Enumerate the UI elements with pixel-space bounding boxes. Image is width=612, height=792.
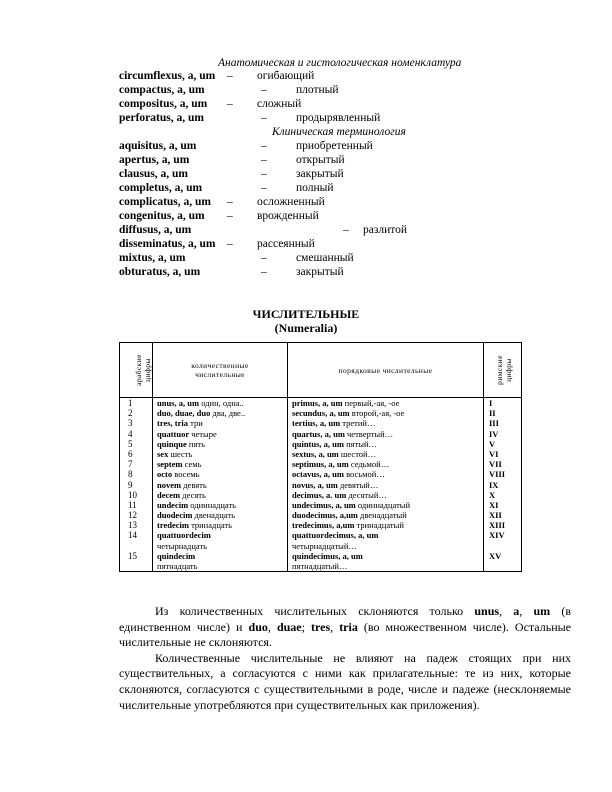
clinical-term-row <box>119 154 539 168</box>
ordinal-cell <box>288 551 483 561</box>
arabic-cell: 10 <box>128 489 137 500</box>
cardinal-cell <box>153 459 287 469</box>
roman-cell: IX <box>489 479 499 490</box>
translation-text: разлитой <box>363 224 408 236</box>
translation-text: полный <box>296 182 334 194</box>
arabic-cell: 9 <box>128 479 133 490</box>
term-dash: – <box>227 98 233 110</box>
term-dash: – <box>261 112 267 124</box>
term-dash: – <box>227 70 233 82</box>
ordinal-latin: quintus, a, um <box>292 438 344 449</box>
cardinal-latin: unus, a, um <box>157 398 200 408</box>
header-cardinal-label: количественные числительные <box>191 361 249 379</box>
latin-term: congenitus, a, um <box>119 210 205 222</box>
text-run: , <box>519 604 534 618</box>
translation-text: огибающий <box>257 70 315 82</box>
translation-text: закрытый <box>296 168 344 180</box>
term-dash: – <box>343 224 349 236</box>
text-run: Из количественных числительных склоняются только <box>155 604 475 618</box>
term-dash: – <box>261 168 267 180</box>
bold-word: tres <box>311 619 331 634</box>
latin-term: apertus, a, um <box>119 154 190 166</box>
cardinal-russian: три <box>188 418 203 429</box>
ordinal-russian: третий… <box>340 418 376 429</box>
ordinal-russian: десятый… <box>346 489 387 500</box>
text-run: , <box>267 619 277 634</box>
ordinal-latin: quindecimus, a, um <box>292 550 363 561</box>
latin-term: perforatus, a, um <box>119 112 204 124</box>
ordinal-cell <box>288 480 483 490</box>
ordinal-cell <box>288 439 483 449</box>
term-translation <box>227 196 325 208</box>
term-translation <box>261 266 344 278</box>
section-title-anatomical: Анатомическая и гистологическая номенклатура <box>218 57 462 69</box>
ordinal-cell <box>288 469 483 479</box>
ordinal-cell <box>288 510 483 520</box>
bold-word: um <box>533 604 551 618</box>
ordinal-russian: двенадцатый <box>357 510 407 521</box>
cardinal-russian: семь <box>182 459 202 470</box>
latin-term: mixtus, a, um <box>119 252 186 264</box>
translation-text: рассеянный <box>257 238 315 250</box>
ordinal-cell <box>288 459 483 469</box>
ordinal-latin: duodecimus, a,um <box>292 510 358 521</box>
header-ordinal <box>288 343 484 398</box>
arabic-cell: 3 <box>128 418 133 429</box>
clinical-term-row <box>119 266 539 280</box>
term-list-clinical <box>119 140 539 280</box>
arabic-cell: 2 <box>128 408 133 419</box>
ordinal-russian: второй,-ая, -ое <box>349 408 405 419</box>
translation-text: сложный <box>257 98 302 110</box>
term-translation <box>227 98 301 110</box>
translation-text: смешанный <box>296 252 354 264</box>
bold-word: duo <box>248 619 268 634</box>
ordinal-cell <box>288 490 483 500</box>
ordinal-latin: undecimus, a, um <box>292 499 356 510</box>
latin-term: obturatus, a, um <box>119 266 201 278</box>
ordinal-cell <box>288 398 483 408</box>
ordinal-latin: novus, a, um <box>292 479 338 490</box>
cardinal-cell <box>153 490 287 500</box>
ordinal-cell <box>288 408 483 418</box>
ordinal-russian: пятый… <box>343 438 378 449</box>
header-cardinal <box>153 343 288 398</box>
ordinal-latin: octavus, a, um <box>292 469 344 480</box>
translation-text: приобретенный <box>296 140 373 152</box>
cardinal-cell <box>153 530 287 540</box>
term-translation <box>261 84 339 96</box>
bold-word: tria <box>339 619 358 634</box>
term-dash: – <box>227 196 233 208</box>
clinical-term-row <box>119 238 539 252</box>
cardinal-cell <box>153 418 287 428</box>
cardinal-russian: четырнадцать <box>157 540 208 551</box>
translation-text: продырявленный <box>296 112 381 124</box>
ordinal-column <box>288 398 484 572</box>
cardinal-latin: quattuor <box>157 428 190 439</box>
ordinal-cell <box>288 530 483 540</box>
ordinal-latin: decimus, a. um <box>292 489 347 500</box>
term-dash: – <box>261 140 267 152</box>
arabic-cell: 6 <box>128 448 133 459</box>
arabic-cell: 14 <box>128 530 137 541</box>
cardinal-russian: двенадцать <box>192 510 235 521</box>
cardinal-cell <box>153 500 287 510</box>
clinical-term-row <box>119 252 539 266</box>
header-roman <box>484 343 522 398</box>
cardinal-latin: octo <box>157 469 173 480</box>
cardinal-latin: quattuordecim <box>157 530 211 541</box>
text-run: (во множественном числе). Остальные числительные не склоняются. <box>119 619 572 650</box>
arabic-cell: 13 <box>128 520 137 531</box>
anatomical-term-row <box>119 98 539 112</box>
latin-term: circumflexus, a, um <box>119 70 216 82</box>
bold-word: a <box>513 604 520 618</box>
term-translation <box>261 154 345 166</box>
roman-cell: II <box>489 408 496 419</box>
arabic-cell: 5 <box>128 438 133 449</box>
clinical-term-row <box>119 140 539 154</box>
cardinal-latin: decem <box>157 489 181 500</box>
anatomical-term-row <box>119 112 539 126</box>
latin-term: completus, a, um <box>119 182 203 194</box>
cardinal-latin: septem <box>157 459 183 470</box>
cardinal-russian: пятнадцать <box>157 561 198 571</box>
text-run: , <box>330 619 340 634</box>
translation-text: открытый <box>296 154 345 166</box>
ordinal-cell <box>288 449 483 459</box>
cardinal-russian: шесть <box>168 448 193 459</box>
anatomical-term-row <box>119 70 539 84</box>
cardinal-column <box>153 398 288 572</box>
term-dash: – <box>261 154 267 166</box>
cardinal-cell <box>153 429 287 439</box>
arabic-cell: 15 <box>128 550 137 561</box>
term-translation <box>261 252 354 264</box>
cardinal-latin: novem <box>157 479 182 490</box>
ordinal-russian: пятнадцатый… <box>292 561 348 571</box>
roman-cell: III <box>489 418 499 429</box>
term-translation <box>261 182 334 194</box>
ordinal-cell <box>288 429 483 439</box>
roman-cell: IV <box>489 428 499 439</box>
roman-cell: I <box>489 398 493 408</box>
cardinal-russian: пять <box>186 438 205 449</box>
cardinal-russian: два, две.. <box>210 408 246 419</box>
cardinal-russian: одиннадцать <box>188 499 237 510</box>
ordinal-russian: первый,-ая, -ое <box>342 398 400 408</box>
arabic-cell: 7 <box>128 459 133 470</box>
header-ordinal-label: порядковые числительные <box>338 365 433 375</box>
cardinal-cell <box>153 408 287 418</box>
ordinal-russian: четвертый… <box>344 428 394 439</box>
body-text <box>119 604 571 713</box>
cardinal-russian: тринадцать <box>188 520 233 531</box>
text-run: ; <box>301 619 312 634</box>
term-dash: – <box>227 238 233 250</box>
clinical-term-row <box>119 168 539 182</box>
clinical-term-row <box>119 224 539 238</box>
ordinal-russian: одиннадцатый <box>355 499 411 510</box>
roman-cell: X <box>489 489 496 500</box>
cardinal-cell <box>153 449 287 459</box>
ordinal-latin: tertius, a, um <box>292 418 341 429</box>
header-roman-label: римские цифры <box>495 355 513 385</box>
clinical-term-row <box>119 182 539 196</box>
cardinal-latin: duodecim <box>157 510 193 521</box>
paragraph-agreement: Количественные числительные не влияют на падеж стоящих при них существительных, а согласуются с ними как прилагательные: те из них, которые склоняются, согласуются с существительными в роде, числе и падеже (несклоняемые числительные употребляются при существительных как приложения). <box>119 650 571 712</box>
header-arabic <box>120 343 153 398</box>
cardinal-cell <box>153 439 287 449</box>
cardinal-russian: девять <box>181 479 207 490</box>
latin-term: compactus, a, um <box>119 84 205 96</box>
cardinal-latin: duo, duae, duo <box>157 408 211 419</box>
ordinal-cell <box>288 500 483 510</box>
cardinal-russian: десять <box>180 489 206 500</box>
cardinal-cell <box>153 551 287 561</box>
cardinal-latin: quinque <box>157 438 187 449</box>
arabic-cell: 11 <box>128 499 137 510</box>
ordinal-cell <box>288 541 483 551</box>
header-arabic-label: арабские цифры <box>134 354 152 386</box>
latin-term: diffusus, a, um <box>119 224 192 236</box>
latin-term: clausus, a, um <box>119 168 189 180</box>
translation-text: плотный <box>296 84 339 96</box>
roman-cell: VII <box>489 459 502 470</box>
arabic-cell <box>120 561 152 571</box>
bold-word: duae <box>276 619 302 634</box>
term-dash: – <box>261 252 267 264</box>
term-translation <box>227 210 319 222</box>
text-run: , <box>499 604 514 618</box>
roman-cell <box>484 541 521 551</box>
ordinal-russian: тринадцатый <box>354 520 404 531</box>
cardinal-latin: quindecim <box>157 550 196 561</box>
page-heading: ЧИСЛИТЕЛЬНЫЕ <box>252 307 360 321</box>
latin-term: compositus, a, um <box>119 98 208 110</box>
ordinal-latin: septimus, a, um <box>292 459 349 470</box>
arabic-cell <box>120 541 152 551</box>
ordinal-latin: primus, a, um <box>292 398 343 408</box>
translation-text: закрытый <box>296 266 344 278</box>
latin-term: aquisitus, a, um <box>119 140 197 152</box>
page-subheading: (Numeralia) <box>274 321 338 335</box>
ordinal-latin: quattuordecimus, a, um <box>292 530 379 541</box>
term-translation <box>227 70 314 82</box>
ordinal-cell <box>288 418 483 428</box>
term-translation <box>261 168 344 180</box>
roman-cell: XIV <box>489 530 505 541</box>
cardinal-cell <box>153 561 287 571</box>
cardinal-russian: один, одна.. <box>199 398 244 408</box>
arabic-column <box>120 398 153 572</box>
arabic-cell: 1 <box>128 398 133 408</box>
ordinal-latin: sextus, a, um <box>292 448 339 459</box>
cardinal-russian: восемь <box>172 469 200 480</box>
term-dash: – <box>261 182 267 194</box>
roman-cell: V <box>489 438 496 449</box>
ordinal-cell <box>288 561 483 571</box>
term-translation <box>261 140 373 152</box>
cardinal-latin: undecim <box>157 499 189 510</box>
ordinal-russian: шестой… <box>338 448 377 459</box>
cardinal-cell <box>153 398 287 408</box>
term-translation <box>261 112 380 124</box>
section-title-clinical: Клиническая терминология <box>272 126 406 138</box>
roman-cell: VI <box>489 448 499 459</box>
latin-term: complicatus, a, um <box>119 196 211 208</box>
text-run: (в единственном числе) и <box>119 604 572 634</box>
cardinal-latin: tredecim <box>157 520 189 531</box>
arabic-cell: 4 <box>128 428 133 439</box>
bold-word: unus <box>474 604 500 618</box>
numerals-table <box>119 342 522 572</box>
ordinal-latin: tredecimus, a,um <box>292 520 355 531</box>
clinical-term-row <box>119 210 539 224</box>
roman-cell: XII <box>489 510 502 521</box>
arabic-cell: 12 <box>128 510 137 521</box>
roman-column <box>484 398 522 572</box>
cardinal-cell <box>153 469 287 479</box>
roman-cell <box>484 561 521 571</box>
term-dash: – <box>227 210 233 222</box>
ordinal-russian: четырнадцатый… <box>292 540 357 551</box>
cardinal-cell <box>153 520 287 530</box>
roman-cell: XI <box>489 499 499 510</box>
latin-term: disseminatus, a, um <box>119 238 216 250</box>
arabic-cell: 8 <box>128 469 133 480</box>
cardinal-russian: четыре <box>189 428 217 439</box>
ordinal-latin: secundus, a, um <box>292 408 350 419</box>
term-dash: – <box>261 266 267 278</box>
clinical-term-row <box>119 196 539 210</box>
cardinal-latin: sex <box>157 448 169 459</box>
cardinal-cell <box>153 480 287 490</box>
ordinal-latin: quartus, a, um <box>292 428 345 439</box>
term-list-anatomical <box>119 70 539 126</box>
ordinal-russian: девятый… <box>337 479 379 490</box>
translation-text: врожденный <box>257 210 319 222</box>
cardinal-cell <box>153 510 287 520</box>
paragraph-declension <box>119 604 571 651</box>
term-dash: – <box>261 84 267 96</box>
translation-text: осложненный <box>257 196 325 208</box>
roman-cell: XV <box>489 550 502 561</box>
ordinal-russian: восьмой… <box>343 469 385 480</box>
roman-cell: XIII <box>489 520 506 531</box>
roman-cell: VIII <box>489 469 506 480</box>
term-translation <box>343 224 407 236</box>
cardinal-latin: tres, tria <box>157 418 188 429</box>
cardinal-cell <box>153 541 287 551</box>
term-translation <box>227 238 315 250</box>
ordinal-cell <box>288 520 483 530</box>
ordinal-russian: седьмой… <box>348 459 390 470</box>
anatomical-term-row <box>119 84 539 98</box>
